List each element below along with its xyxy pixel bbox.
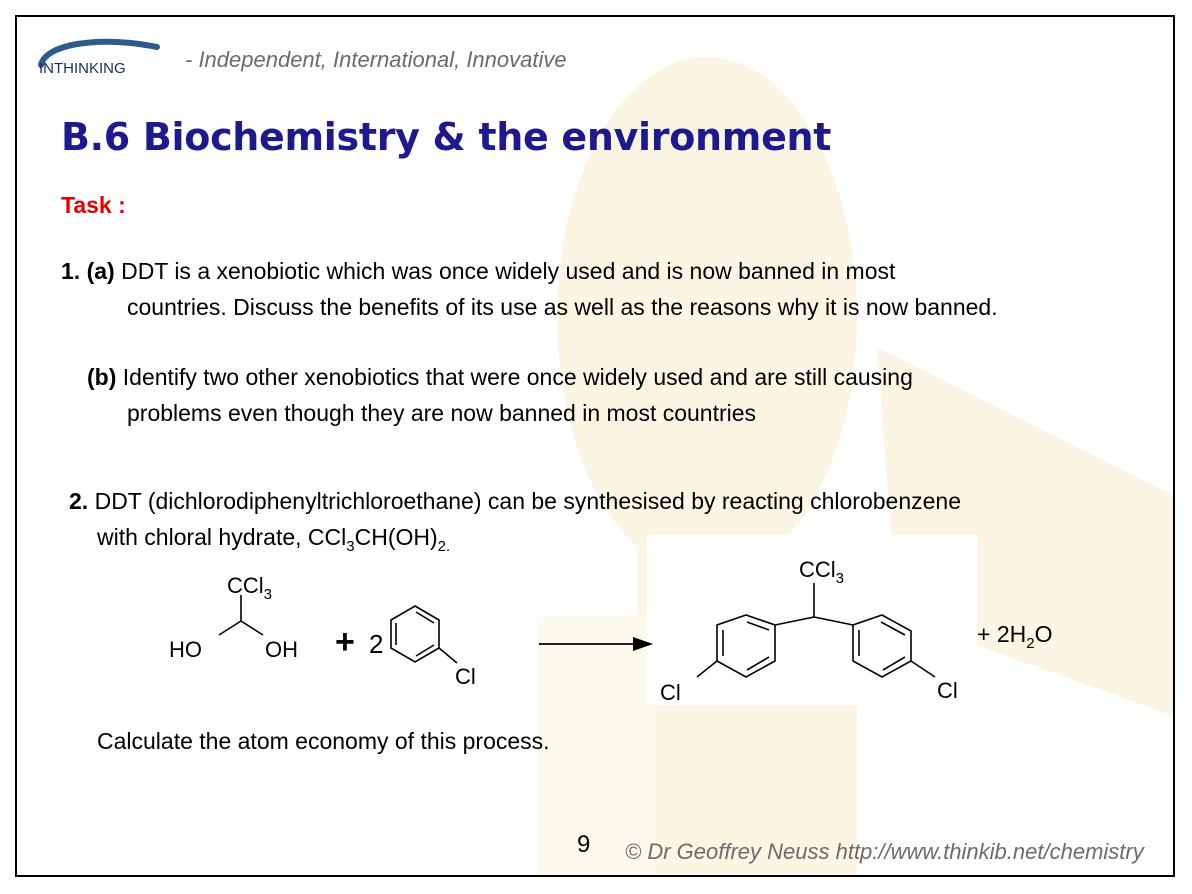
water-part: + 2H xyxy=(977,621,1027,647)
coefficient: 2 xyxy=(369,629,384,659)
water-part: O xyxy=(1034,621,1053,647)
formula-part: with chloral hydrate, CCl xyxy=(97,524,347,550)
cl-label-c2: Cl xyxy=(937,678,958,703)
reaction-scheme xyxy=(157,535,977,705)
question-2 xyxy=(69,483,961,519)
logo-text: INTHINKING xyxy=(39,60,126,77)
chlorobenzene-ring xyxy=(391,606,457,663)
question-1b-number: (b) xyxy=(87,364,117,390)
tagline: - Independent, International, Innovative xyxy=(185,47,567,72)
ccl3-label-c: CCl$_3$ xyxy=(799,557,845,587)
page-title: B.6 Biochemistry & the environment xyxy=(61,115,832,159)
question-1b-line1: Identify two other xenobiotics that were once widely used and are still causing xyxy=(116,364,913,390)
question-1a-line1: DDT is a xenobiotic which was once widely used and is now banned in most xyxy=(114,258,896,284)
question-1a-number: 1. (a) xyxy=(61,258,115,284)
water-subscript: 2 xyxy=(1026,635,1035,652)
question-1b-line2: problems even though they are now banned in most countries xyxy=(127,400,757,426)
question-2-number: 2. xyxy=(69,488,89,514)
calculate-instruction: Calculate the atom economy of this process. xyxy=(97,728,550,754)
question-1a-line2: countries. Discuss the benefits of its use as well as the reasons why it is now banned. xyxy=(127,294,998,320)
formula-subscript: 3 xyxy=(346,538,355,555)
ccl3-label-a: CCl$_3$ xyxy=(227,573,273,603)
chloral-hydrate-structure xyxy=(219,595,263,635)
cl-label-c1: Cl xyxy=(660,680,681,705)
plus-sign: + xyxy=(335,623,355,661)
question-2-line1: DDT (dichlorodiphenyltrichloroethane) can be synthesised by reacting chlorobenzene xyxy=(88,488,961,514)
ho-label: HO xyxy=(169,637,202,662)
slide xyxy=(15,15,1175,877)
question-1b xyxy=(87,359,913,395)
page-number: 9 xyxy=(577,831,591,858)
formula-subscript: 2. xyxy=(437,538,451,555)
inthinking-logo xyxy=(35,33,205,79)
water-product xyxy=(977,621,1053,652)
reaction-arrow xyxy=(539,637,653,651)
formula-part: CH(OH) xyxy=(354,524,438,550)
copyright-footer: © Dr Geoffrey Neuss http://www.thinkib.net/chemistry xyxy=(625,839,1144,864)
question-1a xyxy=(61,253,895,289)
oh-label: OH xyxy=(265,637,298,662)
cl-label-b: Cl xyxy=(455,664,476,689)
task-label: Task : xyxy=(61,192,126,218)
